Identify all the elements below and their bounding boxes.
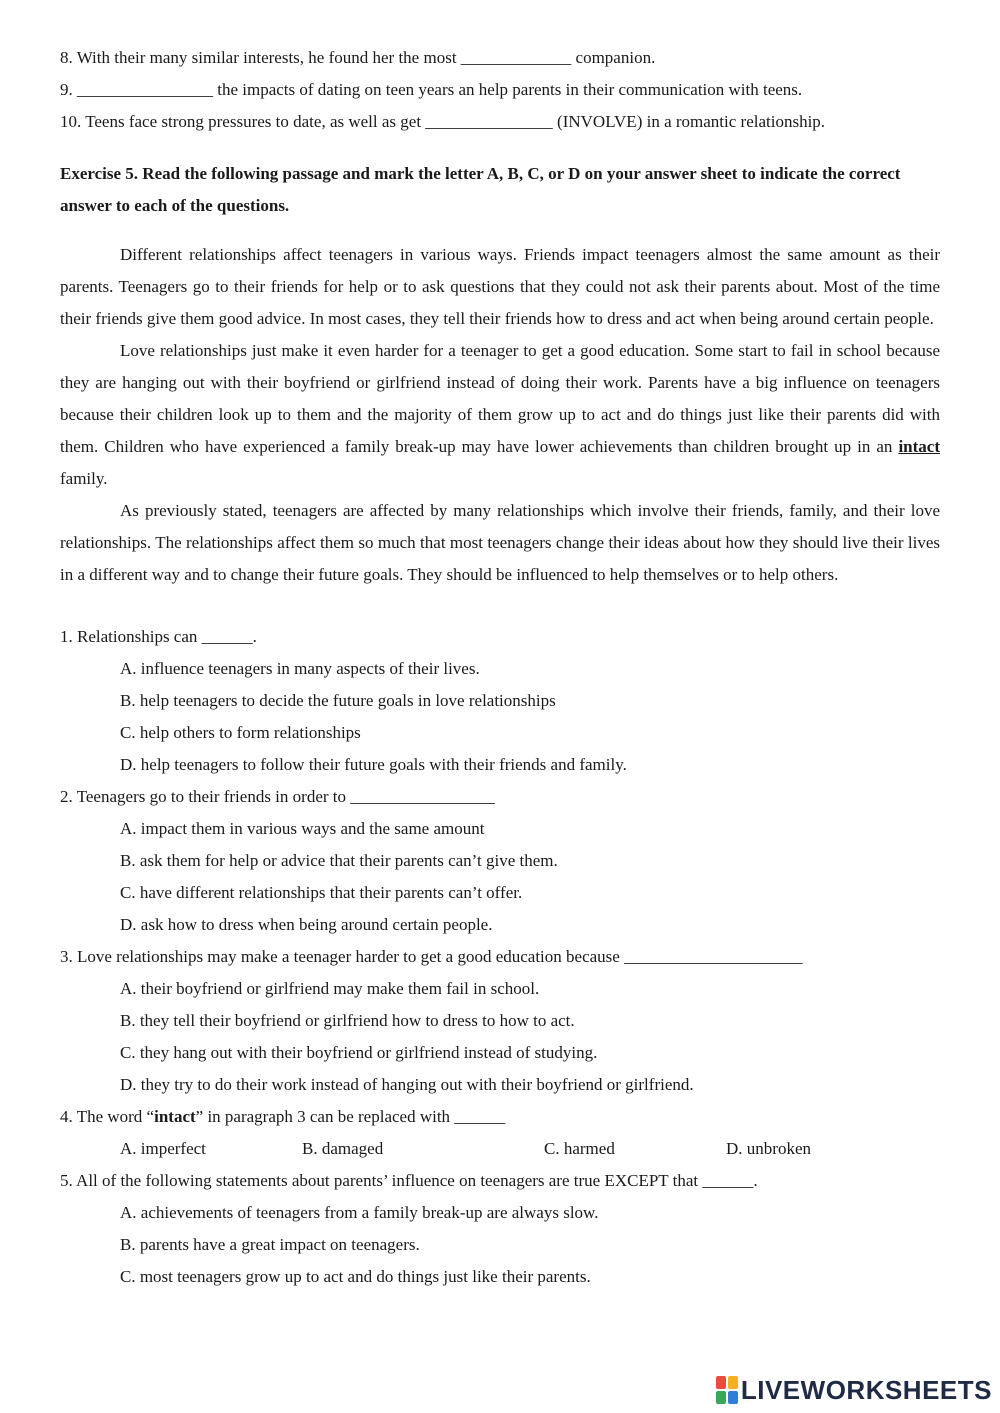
- question-2-option-d[interactable]: D. ask how to dress when being around certain people.: [120, 915, 493, 934]
- question-3-option-b[interactable]: B. they tell their boyfriend or girlfriend how to dress to how to act.: [120, 1011, 575, 1030]
- question-5-option-a[interactable]: A. achievements of teenagers from a family break-up are always slow.: [120, 1203, 599, 1222]
- worksheet-page: [60, 42, 940, 1293]
- question-1-option-b[interactable]: B. help teenagers to decide the future goals in love relationships: [120, 691, 556, 710]
- question-2-option-a[interactable]: A. impact them in various ways and the same amount: [120, 819, 485, 838]
- logo-square-red: [716, 1376, 726, 1389]
- passage-paragraph-1: [60, 239, 940, 335]
- exercise4-item-9: 9. ________________ the impacts of dating on teen years an help parents in their communication with teens.: [60, 80, 803, 99]
- question-3-option-a[interactable]: A. their boyfriend or girlfriend may make them fail in school.: [120, 979, 540, 998]
- question-5-option-b[interactable]: B. parents have a great impact on teenagers.: [120, 1235, 420, 1254]
- question-1-stem: 1. Relationships can ______.: [60, 627, 257, 646]
- question-1-option-d[interactable]: D. help teenagers to follow their future goals with their friends and family.: [120, 755, 627, 774]
- logo-mark-icon: [716, 1376, 738, 1404]
- question-2-option-b[interactable]: B. ask them for help or advice that their parents can’t give them.: [120, 851, 558, 870]
- question-4-stem-start: 4. The word “: [60, 1107, 155, 1126]
- passage-paragraph-3: [60, 495, 940, 591]
- passage-paragraph-3-text: As previously stated, teenagers are affected by many relationships which involve their friends, family, and their love relationships. The relationships affect them so much that most teenagers change their ideas about how they should live their lives in a different way and to change their future goals. They should be influenced to help themselves or to help others.: [60, 501, 940, 584]
- question-2-option-c[interactable]: C. have different relationships that their parents can’t offer.: [120, 883, 523, 902]
- exercise4-item-8: 8. With their many similar interests, he found her the most _____________ companion.: [60, 48, 656, 67]
- question-4-stem-end: ” in paragraph 3 can be replaced with ______: [195, 1107, 506, 1126]
- question-4-option-a[interactable]: A. imperfect: [120, 1139, 206, 1158]
- question-4-options: [120, 1133, 940, 1165]
- liveworksheets-logo: [716, 1373, 992, 1407]
- question-3-option-d[interactable]: D. they try to do their work instead of hanging out with their boyfriend or girlfriend.: [120, 1075, 694, 1094]
- question-4-keyword: intact: [154, 1107, 196, 1126]
- question-5-option-c[interactable]: C. most teenagers grow up to act and do things just like their parents.: [120, 1267, 591, 1286]
- passage-paragraph-2-text: Love relationships just make it even harder for a teenager to get a good education. Some start to fail in school because they are hanging out with their boyfriend or girlfriend instead of doing their work. Parents have a big influence on teenagers because their children look up to them and the majority of them grow up to act and do things just like their parents did with them. Children who have experienced a family break-up may have lower achievements than children brought up in an: [60, 341, 940, 456]
- exercise4-item-10: 10. Teens face strong pressures to date, as well as get _______________ (INVOLVE) in a romantic relationship.: [60, 112, 826, 131]
- question-2-stem: 2. Teenagers go to their friends in order to _________________: [60, 787, 495, 806]
- question-4-option-b[interactable]: B. damaged: [302, 1139, 384, 1158]
- question-1-option-c[interactable]: C. help others to form relationships: [120, 723, 361, 742]
- logo-square-blue: [728, 1391, 738, 1404]
- question-4-stem: [60, 1101, 940, 1133]
- passage-paragraph-2: [60, 335, 940, 495]
- question-3-option-c[interactable]: C. they hang out with their boyfriend or girlfriend instead of studying.: [120, 1043, 598, 1062]
- logo-square-yellow: [728, 1376, 738, 1389]
- question-5-stem: 5. All of the following statements about parents’ influence on teenagers are true EXCEPT that ______.: [60, 1171, 758, 1190]
- passage-paragraph-2-end: family.: [60, 469, 108, 488]
- question-3-stem: 3. Love relationships may make a teenager harder to get a good education because _____________________: [60, 947, 803, 966]
- keyword-intact: intact: [898, 437, 940, 456]
- question-4-option-c[interactable]: C. harmed: [544, 1139, 615, 1158]
- logo-text: LIVEWORKSHEETS: [740, 1374, 992, 1405]
- passage-paragraph-1-text: Different relationships affect teenagers in various ways. Friends impact teenagers almost the same amount as their parents. Teenagers go to their friends for help or to ask questions that they could not ask their parents about. Most of the time their friends give them good advice. In most cases, they tell their friends how to dress and act when being around certain people.: [60, 245, 940, 328]
- exercise5-heading: Exercise 5. Read the following passage and mark the letter A, B, C, or D on your answer sheet to indicate the correct answer to each of the questions.: [60, 164, 901, 215]
- logo-square-green: [716, 1391, 726, 1404]
- question-1-option-a[interactable]: A. influence teenagers in many aspects of their lives.: [120, 659, 480, 678]
- question-4-option-d[interactable]: D. unbroken: [726, 1139, 811, 1158]
